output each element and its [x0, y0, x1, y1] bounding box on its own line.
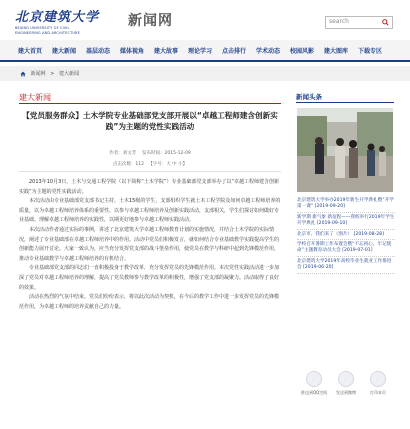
share-bar: [297, 371, 395, 401]
section-divider: [19, 103, 281, 104]
nav-item-media[interactable]: 媒体视角: [120, 48, 145, 55]
breadcrumb-separator: >: [50, 71, 55, 77]
nav-item-theory[interactable]: 理论学习: [188, 48, 213, 55]
site-header: [0, 0, 410, 40]
nav-item-dynamics[interactable]: 基层动态: [86, 48, 111, 55]
headline-list: [297, 198, 395, 276]
qzone-icon: [306, 371, 322, 387]
weibo-icon: [338, 371, 354, 387]
logo-sub-text-1: BEIJING UNIVERSITY OF CIVIL: [15, 26, 70, 30]
article-paragraph: 本次活动作者通过实际的事例，讲述了北京建筑大学卓越工程师教育计划的实施情况，并结合土木学院的实际情况，阐述了专业基础部在卓越工程师培养中的作用。活动中党员们积极发言，就如何结合专业基础教学实践提高学生的创新能力展开讨论。大家一致认为，应当充分发挥党支部的战斗堡垒作用，使党员在教学与科研中起到先锋模范作用，推动专业基础教学与卓越工程师培养的有机结合。: [19, 226, 280, 262]
logo-sub-text-2: ENGINEERING AND ARCHITECTURE: [15, 31, 80, 35]
search-icon[interactable]: [382, 19, 389, 26]
nav-item-stories[interactable]: 建大故事: [154, 48, 179, 55]
home-icon: [20, 71, 26, 77]
main-nav: [0, 40, 410, 62]
print-button[interactable]: [365, 371, 391, 396]
article-meta: [20, 150, 280, 156]
article-paragraph: 专业基础部党支部的同志们一直积极投身于教学改革，充分发挥党员的先锋模范作用。本次党性实践活动进一步加深了党员对卓越工程师培养的理解，提高了党员教师参与教学改革的积极性，增强了党支部的凝聚力。活动取得了良好的效果。: [19, 265, 280, 291]
breadcrumb-current[interactable]: 建大新闻: [59, 71, 80, 77]
headline-date: [2019-06-20]: [303, 265, 334, 271]
article-title: 【党员服务群众】土木学院专业基础部党支部开展以“卓越工程师建含创新实践”为主题的党性实践活动: [22, 111, 278, 131]
headline-date: [2019-09-20]: [314, 204, 345, 210]
nav-item-ranking[interactable]: 点击排行: [222, 48, 247, 55]
headline-text[interactable]: 北京市、我们来了（图片）: [297, 231, 353, 237]
nav-item-downloads[interactable]: 下载专区: [358, 48, 383, 55]
article-date: 发布时间：2015-12-09: [142, 151, 191, 156]
list-item[interactable]: [297, 215, 395, 230]
logo-main-text: 北京建筑大学: [15, 10, 100, 25]
article-body: [19, 178, 281, 312]
print-label: 打印本页: [370, 390, 386, 395]
sidebar-divider: [296, 102, 394, 103]
nav-item-news[interactable]: 建大新闻: [52, 48, 77, 55]
headline-text[interactable]: 学校召开暑期工作布置会暨“不忘初心、牢记使命”主题教育动员大会: [297, 241, 392, 254]
campus-photo-image: [297, 108, 393, 192]
list-item[interactable]: [297, 232, 395, 241]
article-author: 作者：刘文芳: [109, 151, 137, 156]
headline-text[interactable]: 新学期 新气象 新征程——我校举行2019年学生开学典礼: [297, 214, 395, 227]
list-item[interactable]: [297, 259, 395, 274]
university-logo[interactable]: [15, 6, 125, 36]
breadcrumb-trail: [20, 70, 79, 77]
share-weibo-label: 发送到微博: [336, 390, 356, 395]
section-title: 建大新闻: [19, 93, 51, 102]
headline-date: [2019-08-28]: [353, 231, 384, 237]
sidebar-title: 新闻头条: [296, 93, 322, 101]
font-size-switcher[interactable]: 【字号：大 中 小】: [148, 162, 188, 167]
list-item[interactable]: [297, 198, 395, 213]
article-clicks: 点击次数：112: [112, 162, 144, 167]
article-stats: [20, 161, 280, 167]
nav-item-academic[interactable]: 学术动态: [256, 48, 281, 55]
share-qzone-label: 推送到QQ空间: [301, 390, 328, 395]
nav-item-campus[interactable]: 校园风影: [290, 48, 315, 55]
breadcrumb-home[interactable]: 新闻网: [30, 71, 46, 77]
headline-text[interactable]: 北京建筑大学举办2019年新生开学典礼暨“开学第一课”: [297, 198, 394, 210]
article-paragraph: 2013年10月3日，土木与交通工程学院（以下简称“土木学院”）专业基础部党支部举办了以“卓越工程师建含创新实践”为主题的党性实践活动。: [19, 179, 280, 195]
list-item[interactable]: [297, 242, 395, 257]
headline-date: [2019-09-10]: [316, 221, 348, 227]
nav-item-gallery[interactable]: 建大图库: [324, 48, 349, 55]
headline-date: [2019-07-01]: [342, 248, 373, 254]
article-paragraph: 活动在热烈的气氛中结束。党员们纷纷表示，将以此次活动为契机，在今后的教学工作中进一步发挥党员的先锋模范作用，为卓越工程师的培养贡献自己的力量。: [19, 294, 280, 310]
article-paragraph: 本次活动由专业基础部党支部书记主持。土木15级的学生，支部组织学生就土木工程学院及如何卓越工程师培养的质量，以为卓越工程师培养体系的重要性。以参与卓越工程师培养及创新实践活动，支部相关，学生们探讨如何做好专业基础。理解卓越工程师培养的实践性，以期更好地参与卓越工程师实践活动。: [19, 198, 281, 224]
site-name: 新闻网: [128, 13, 173, 29]
print-icon: [370, 371, 386, 387]
meta-divider: [19, 171, 281, 172]
share-weibo-button[interactable]: [333, 371, 359, 396]
search-box[interactable]: [325, 16, 393, 29]
headline-photo[interactable]: [297, 108, 393, 192]
search-input[interactable]: search: [329, 18, 349, 25]
headline-text[interactable]: 北京建筑大学2019年高校毕业生就业工作推进会: [297, 258, 392, 271]
breadcrumb: [0, 66, 410, 81]
nav-item-home[interactable]: 建大首页: [18, 48, 43, 55]
share-qzone-button[interactable]: [301, 371, 327, 396]
